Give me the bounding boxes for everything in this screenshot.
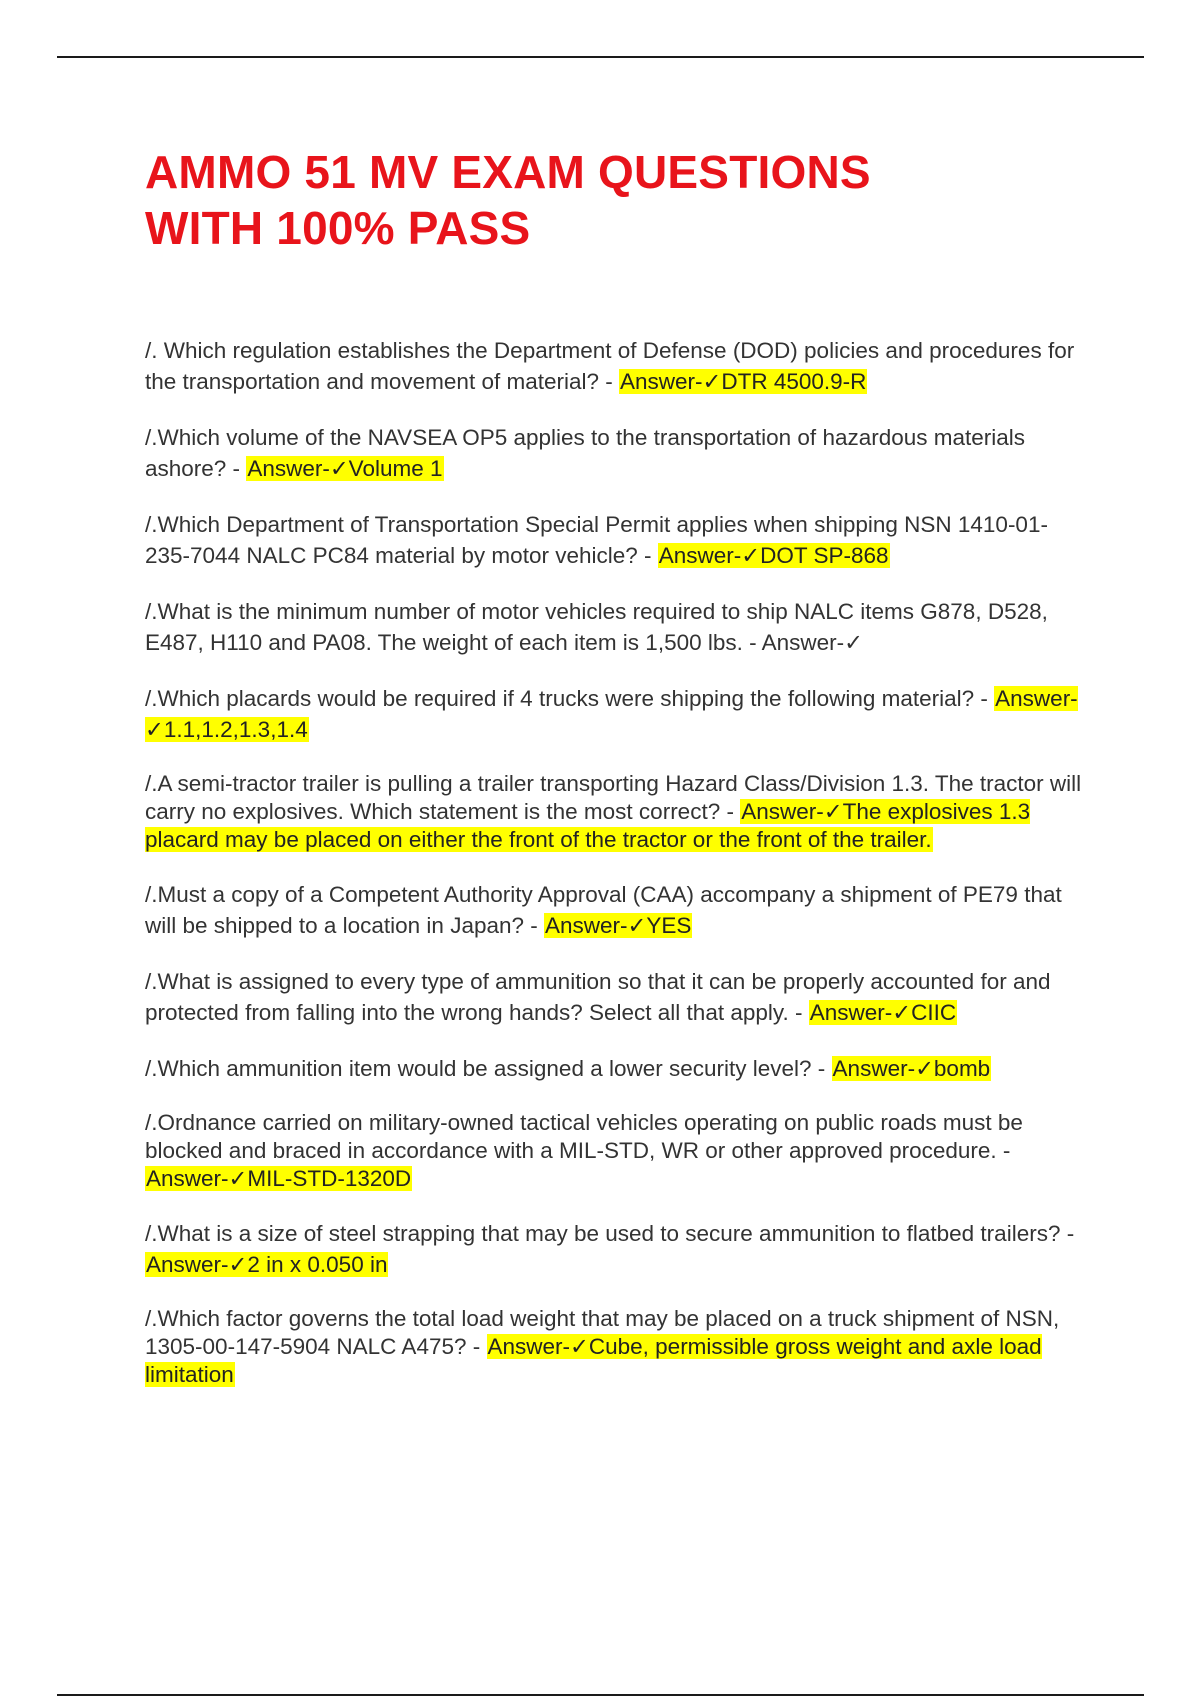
question-text: /.Which placards would be required if 4 trucks were shipping the following material? - <box>145 686 995 711</box>
answer-highlight: Answer-✓YES <box>545 913 692 938</box>
question-item <box>145 1053 1090 1084</box>
question-item <box>145 422 1090 484</box>
answer-highlight: Answer-✓Volume 1 <box>247 456 443 481</box>
top-rule <box>57 56 1144 58</box>
question-text: /.Which volume of the NAVSEA OP5 applies to the transportation of hazardous materials ashore? - <box>145 425 1026 481</box>
question-item <box>145 683 1090 745</box>
answer-highlight: Answer-✓DOT SP-868 <box>658 543 889 568</box>
bottom-rule <box>57 1694 1144 1696</box>
question-text: /.What is a size of steel strapping that may be used to secure ammunition to flatbed trailers? - <box>145 1221 1075 1246</box>
title-line-2: WITH 100% PASS <box>145 202 531 254</box>
title-line-1: AMMO 51 MV EXAM QUESTIONS <box>145 146 871 198</box>
question-text: /.Which Department of Transportation Special Permit applies when shipping NSN 1410-01-235-7044 NALC PC84 material by motor vehicle? - <box>145 512 1048 568</box>
question-item <box>145 879 1090 941</box>
question-text: /. Which regulation establishes the Department of Defense (DOD) policies and procedures for the transportation and movement of material? - <box>145 338 1075 394</box>
question-item <box>145 509 1090 571</box>
question-item <box>145 966 1090 1028</box>
question-text: /.Which ammunition item would be assigned a lower security level? - <box>145 1056 832 1081</box>
answer-highlight: Answer-✓The explosives 1.3 placard may be placed on either the front of the tractor or the front of the trailer. <box>145 799 1031 852</box>
answer-highlight: Answer-✓bomb <box>832 1056 991 1081</box>
question-text: /.What is the minimum number of motor vehicles required to ship NALC items G878, D528, E487, H110 and PA08. The weight of each item is 1,500 lbs. - Answer-✓ <box>145 599 1048 655</box>
question-item <box>145 1109 1090 1193</box>
answer-highlight: Answer-✓CIIC <box>809 1000 957 1025</box>
question-text: /.Ordnance carried on military-owned tactical vehicles operating on public roads must be blocked and braced in accordance with a MIL-STD, WR or other approved procedure. - <box>145 1110 1023 1163</box>
question-text: /.A semi-tractor trailer is pulling a trailer transporting Hazard Class/Division 1.3. The tractor will carry no explosives. Which statement is the most correct? - <box>145 771 1082 824</box>
question-text: /.What is assigned to every type of ammunition so that it can be properly accounted for and protected from falling into the wrong hands? Select all that apply. - <box>145 969 1051 1025</box>
question-text: /.Which factor governs the total load weight that may be placed on a truck shipment of NSN, 1305-00-147-5904 NALC A475? - <box>145 1306 1060 1359</box>
answer-highlight: Answer-✓Cube, permissible gross weight and axle load limitation <box>145 1334 1042 1387</box>
answer-highlight: Answer-✓1.1,1.2,1.3,1.4 <box>145 686 1078 742</box>
document-title <box>145 144 1045 256</box>
question-item <box>145 770 1090 854</box>
question-item <box>145 596 1090 658</box>
question-item <box>145 1218 1090 1280</box>
question-text: /.Must a copy of a Competent Authority Approval (CAA) accompany a shipment of PE79 that will be shipped to a location in Japan? - <box>145 882 1062 938</box>
answer-highlight: Answer-✓MIL-STD-1320D <box>146 1166 412 1191</box>
question-item <box>145 1305 1090 1389</box>
question-list <box>145 335 1090 1414</box>
answer-highlight: Answer-✓DTR 4500.9-R <box>620 369 867 394</box>
question-item <box>145 335 1090 397</box>
answer-highlight: Answer-✓2 in x 0.050 in <box>146 1252 388 1277</box>
